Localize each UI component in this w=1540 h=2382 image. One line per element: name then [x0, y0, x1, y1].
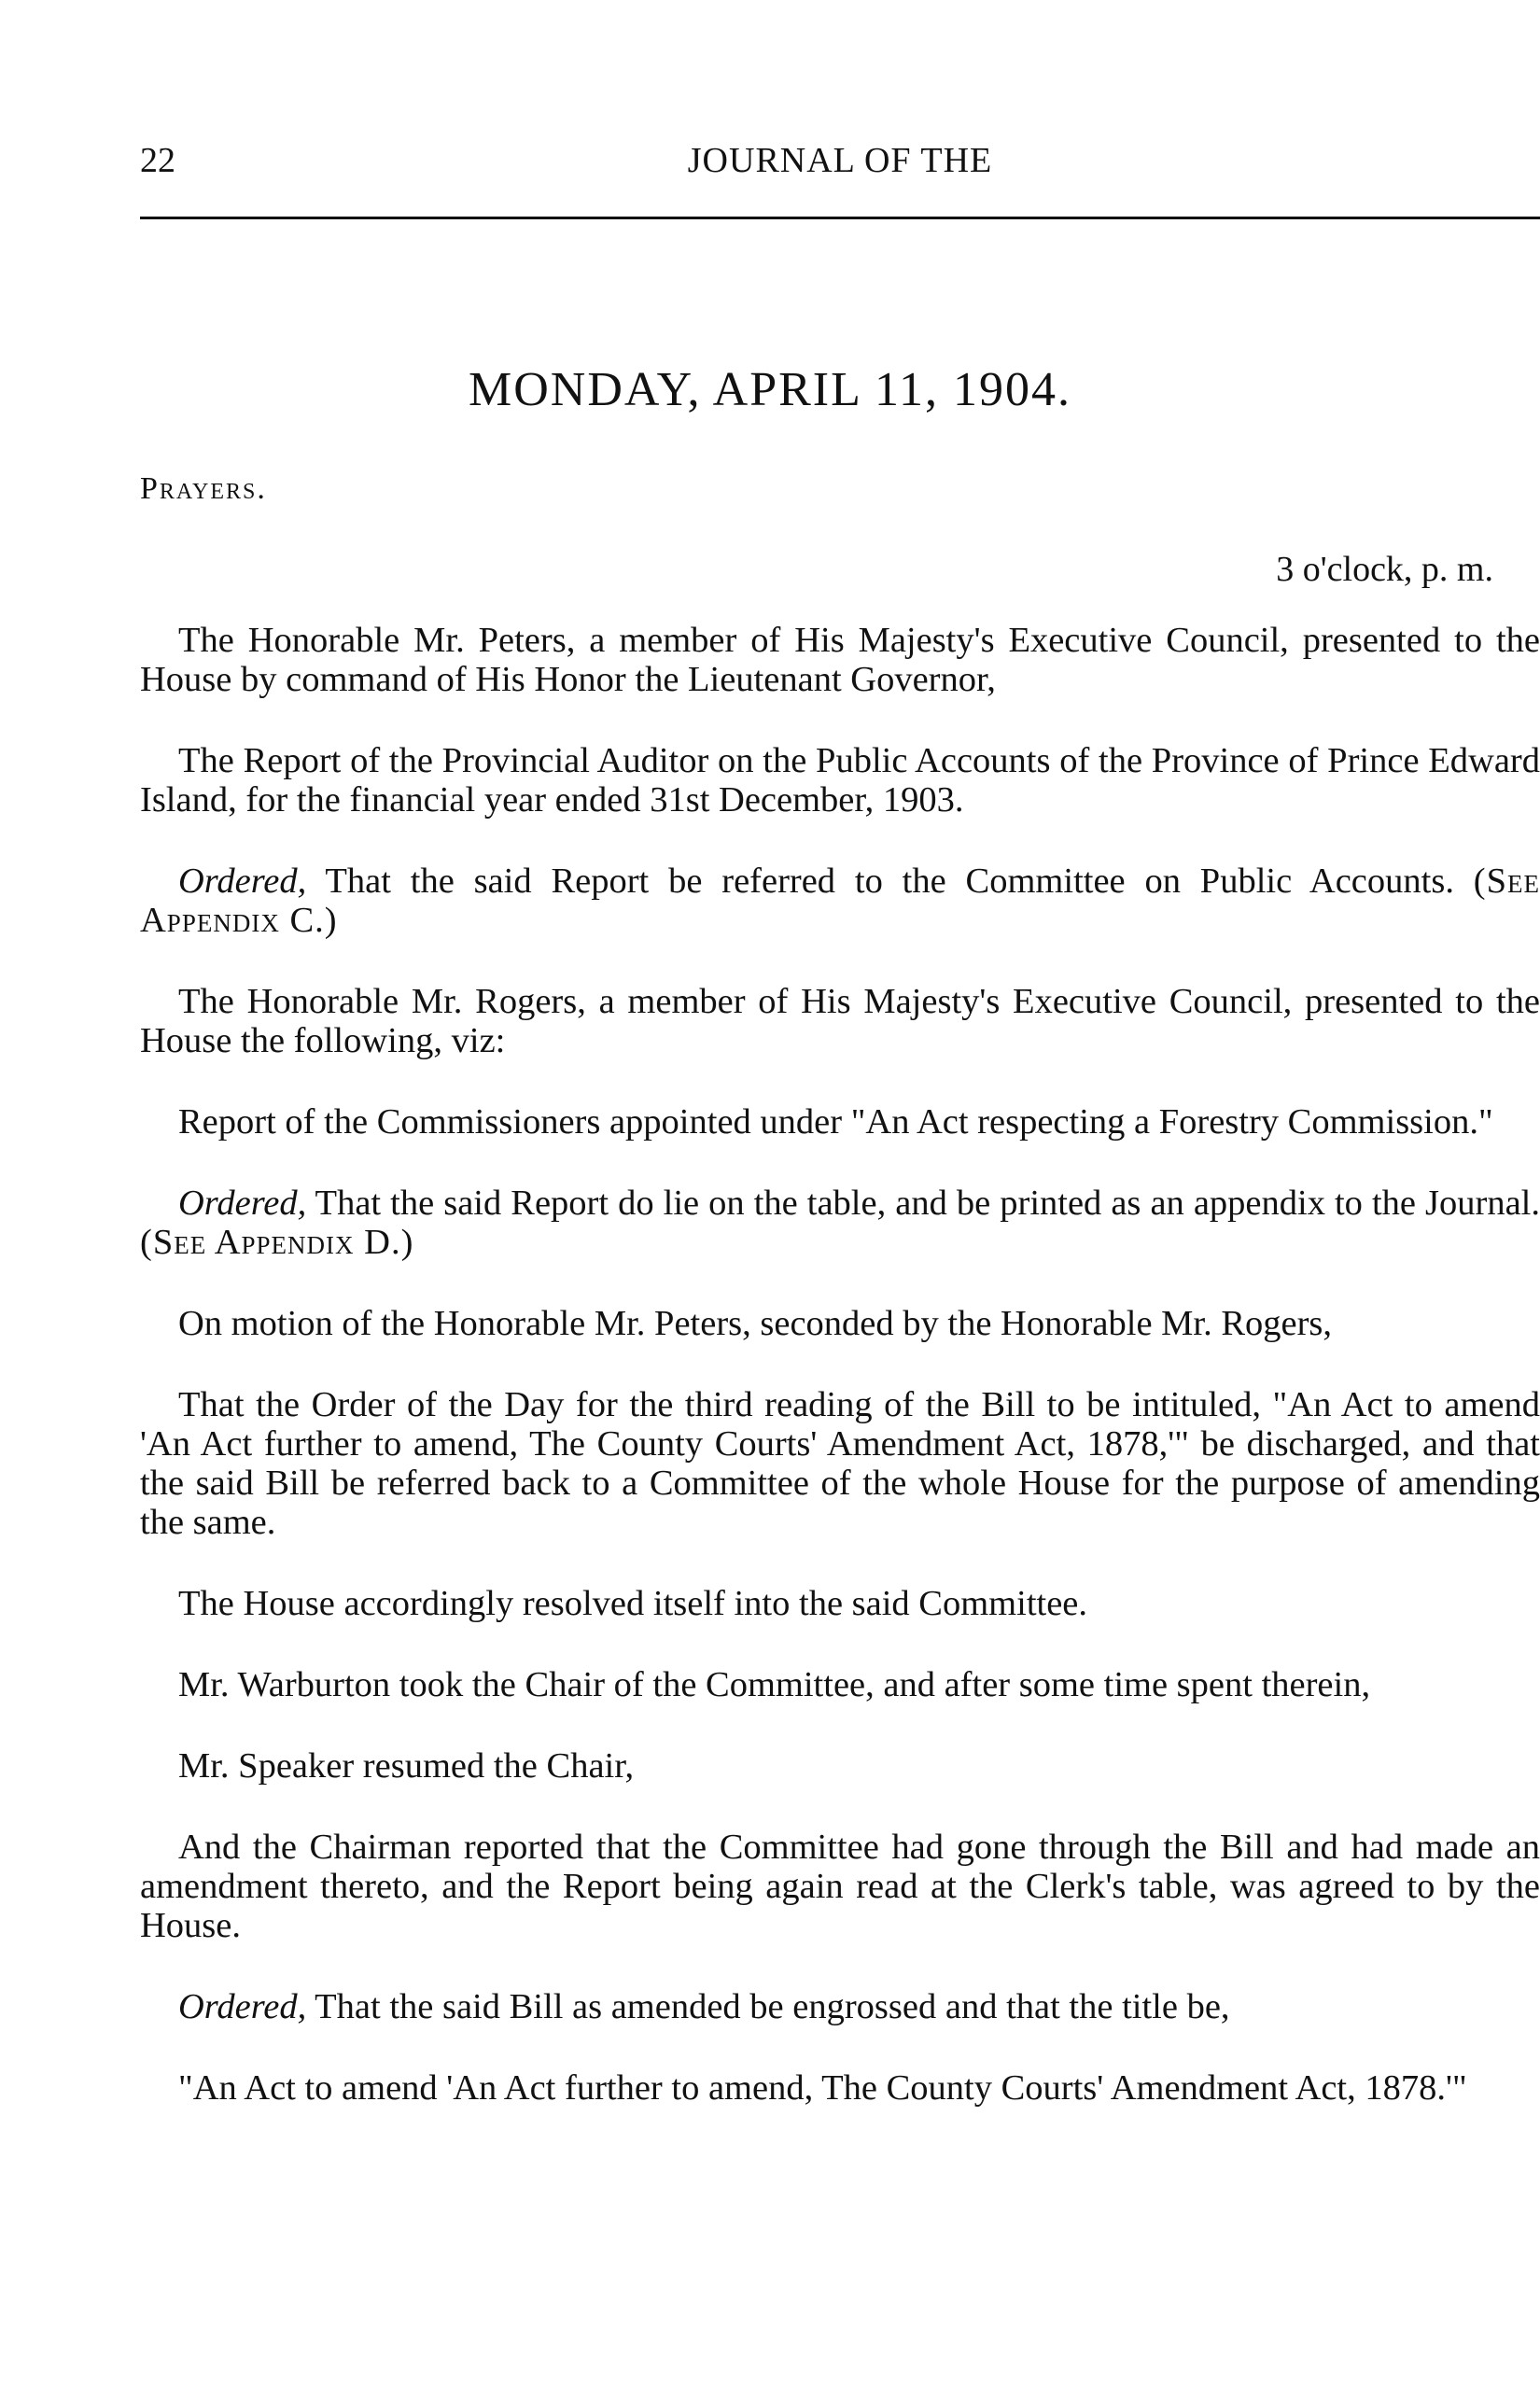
date-heading: MONDAY, APRIL 11, 1904. — [468, 363, 1072, 416]
ordered-label: Ordered, — [178, 1987, 307, 2026]
appendix-reference: (See Appendix C.) — [140, 862, 1540, 940]
page-number: 22 — [140, 141, 175, 180]
paragraph-speaker-resumed: Mr. Speaker resumed the Chair, — [178, 1746, 635, 1786]
paragraph-ordered-lie-on-table — [140, 1184, 1540, 1262]
journal-body — [140, 621, 1540, 2150]
paragraph-forestry-report: Report of the Commissioners appointed under "An Act respecting a Forestry Commission." — [178, 1102, 1493, 1142]
ordered-text: That the said Report do lie on the table, and be printed as an appendix to the Journal. — [306, 1184, 1540, 1223]
session-time: 3 o'clock, p. m. — [1276, 550, 1493, 589]
ordered-label: Ordered, — [178, 862, 307, 901]
appendix-reference: (See Appendix D.) — [140, 1223, 414, 1262]
paragraph-committee-resolved: The House accordingly resolved itself into the said Committee. — [178, 1584, 1088, 1623]
paragraph-chairman-reported: And the Chairman reported that the Committee had gone through the Bill and had made an amendment thereto, and the Report being again read at the Clerk's table, was agreed to by the House. — [140, 1828, 1540, 1945]
paragraph-order-of-day: That the Order of the Day for the third reading of the Bill to be intituled, "An Act to amend 'An Act further to amend, The County Courts' Amendment Act, 1878,'" be discharged, and that the said Bill be referred back to a Committee of the whole House for the purpose of amending the same. — [140, 1385, 1540, 1542]
paragraph-ordered-engrossed — [140, 1987, 1540, 2026]
ordered-label: Ordered, — [178, 1184, 307, 1223]
paragraph-presentation-rogers: The Honorable Mr. Rogers, a member of His Majesty's Executive Council, presented to the House the following, viz: — [140, 982, 1540, 1060]
paragraph-presentation-peters: The Honorable Mr. Peters, a member of His Majesty's Executive Council, presented to the House by command of His Honor the Lieutenant Governor, — [140, 621, 1540, 699]
paragraph-ordered-public-accounts — [140, 862, 1540, 940]
header-rule — [140, 217, 1540, 219]
prayers-label: Prayers. — [140, 471, 267, 506]
paragraph-auditor-report: The Report of the Provincial Auditor on the Public Accounts of the Province of Prince Edward Island, for the financial year ended 31st December, 1903. — [140, 741, 1540, 820]
paragraph-warburton-chair: Mr. Warburton took the Chair of the Committee, and after some time spent therein, — [178, 1665, 1371, 1704]
running-title: JOURNAL OF THE — [687, 141, 993, 180]
page-header — [140, 140, 1540, 196]
ordered-text: That the said Report be referred to the Committee on Public Accounts. — [306, 862, 1474, 901]
paragraph-bill-title: "An Act to amend 'An Act further to amend, The County Courts' Amendment Act, 1878.'" — [178, 2068, 1467, 2108]
paragraph-motion: On motion of the Honorable Mr. Peters, seconded by the Honorable Mr. Rogers, — [178, 1304, 1333, 1343]
ordered-text: That the said Bill as amended be engrossed and that the title be, — [306, 1987, 1230, 2026]
